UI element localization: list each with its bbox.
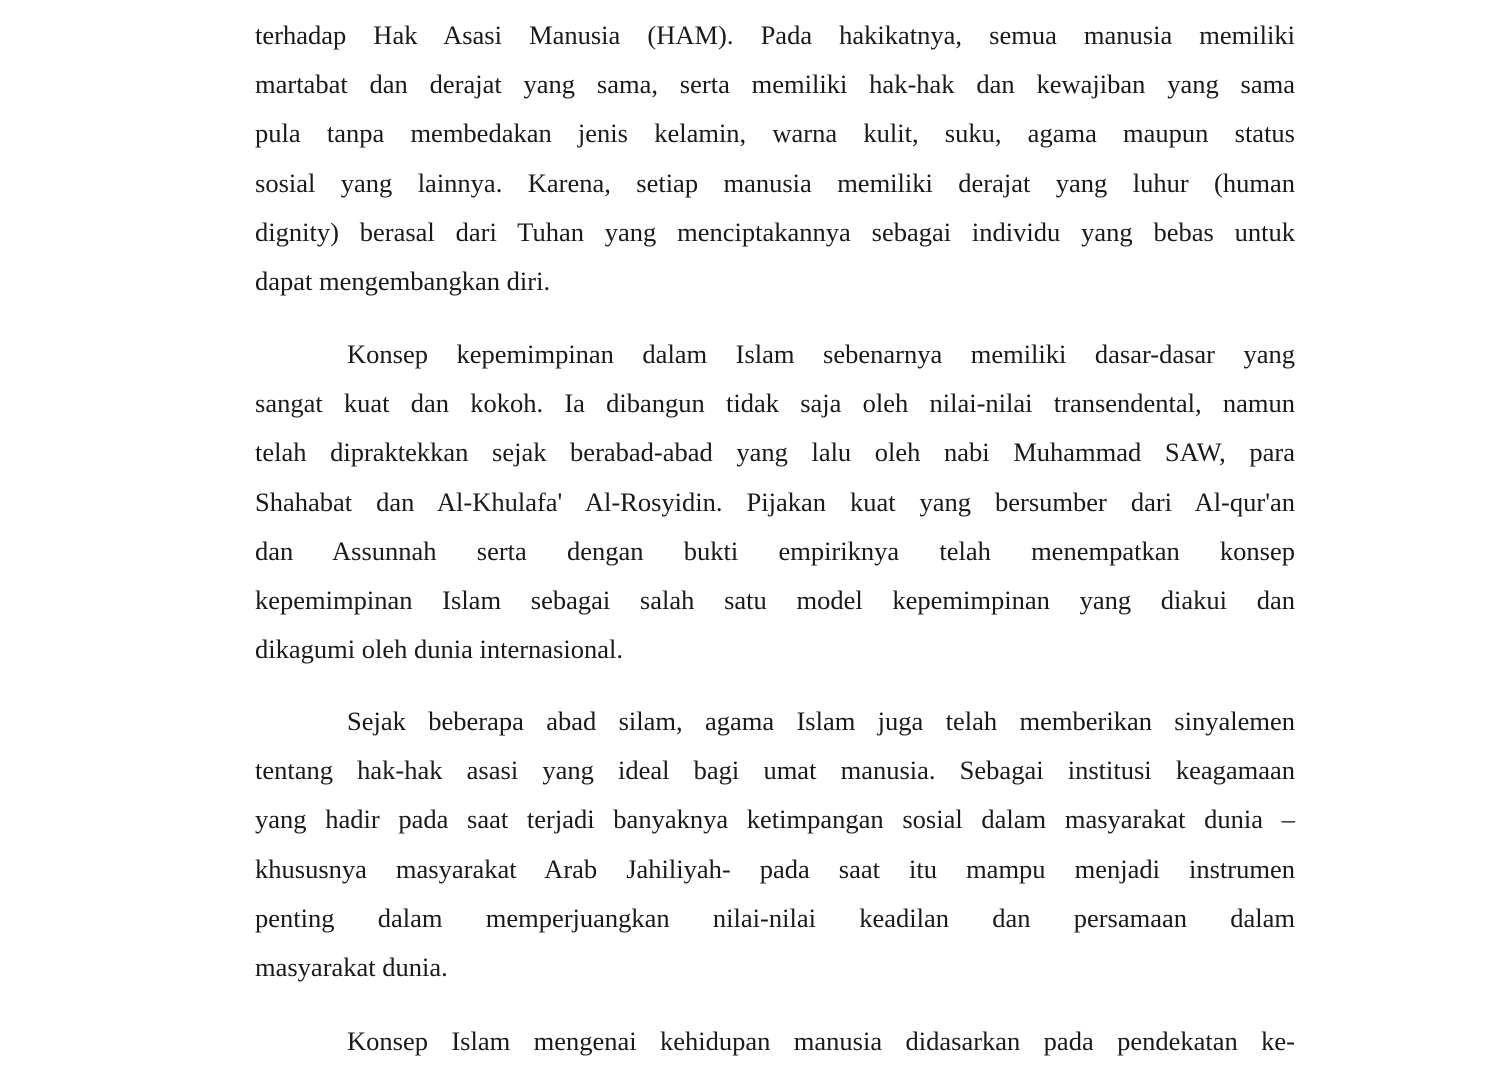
text-line: dapat mengembangkan diri. xyxy=(255,265,551,296)
text-line: dan Assunnah serta dengan bukti empiriknya telah menempatkan konsep xyxy=(255,535,1295,566)
text-line: Shahabat dan Al-Khulafa' Al-Rosyidin. Pijakan kuat yang bersumber dari Al-qur'an xyxy=(255,486,1295,517)
paragraph-3 xyxy=(255,697,1295,992)
text-line: khususnya masyarakat Arab Jahiliyah- pada saat itu mampu menjadi instrumen xyxy=(255,853,1295,884)
text-line: Konsep kepemimpinan dalam Islam sebenarnya memiliki dasar-dasar yang xyxy=(347,339,1295,369)
text-line: sosial yang lainnya. Karena, setiap manusia memiliki derajat yang luhur (human xyxy=(255,167,1295,198)
text-line: dignity) berasal dari Tuhan yang menciptakannya sebagai individu yang bebas untuk xyxy=(255,216,1295,247)
text-line: dikagumi oleh dunia internasional. xyxy=(255,634,623,665)
paragraph-2 xyxy=(255,330,1295,674)
text-line: kepemimpinan Islam sebagai salah satu model kepemimpinan yang diakui dan xyxy=(255,584,1295,615)
text-line: yang hadir pada saat terjadi banyaknya ketimpangan sosial dalam masyarakat dunia – xyxy=(255,804,1295,835)
text-line: sangat kuat dan kokoh. Ia dibangun tidak saja oleh nilai-nilai transendental, namun xyxy=(255,388,1295,419)
text-line: Konsep Islam mengenai kehidupan manusia didasarkan pada pendekatan ke- xyxy=(347,1026,1295,1056)
text-line: telah dipraktekkan sejak berabad-abad yang lalu oleh nabi Muhammad SAW, para xyxy=(255,437,1295,468)
text-line: pula tanpa membedakan jenis kelamin, warna kulit, suku, agama maupun status xyxy=(255,118,1295,149)
text-line: Sejak beberapa abad silam, agama Islam juga telah memberikan sinyalemen xyxy=(347,706,1295,736)
text-line: terhadap Hak Asasi Manusia (HAM). Pada hakikatnya, semua manusia memiliki xyxy=(255,20,1295,50)
text-line: penting dalam memperjuangkan nilai-nilai keadilan dan persamaan dalam xyxy=(255,902,1295,933)
paragraph-4 xyxy=(255,1017,1295,1066)
paragraph-1 xyxy=(255,11,1295,306)
text-line: tentang hak-hak asasi yang ideal bagi umat manusia. Sebagai institusi keagamaan xyxy=(255,755,1295,786)
text-line: masyarakat dunia. xyxy=(255,951,448,982)
text-line: martabat dan derajat yang sama, serta memiliki hak-hak dan kewajiban yang sama xyxy=(255,69,1295,100)
